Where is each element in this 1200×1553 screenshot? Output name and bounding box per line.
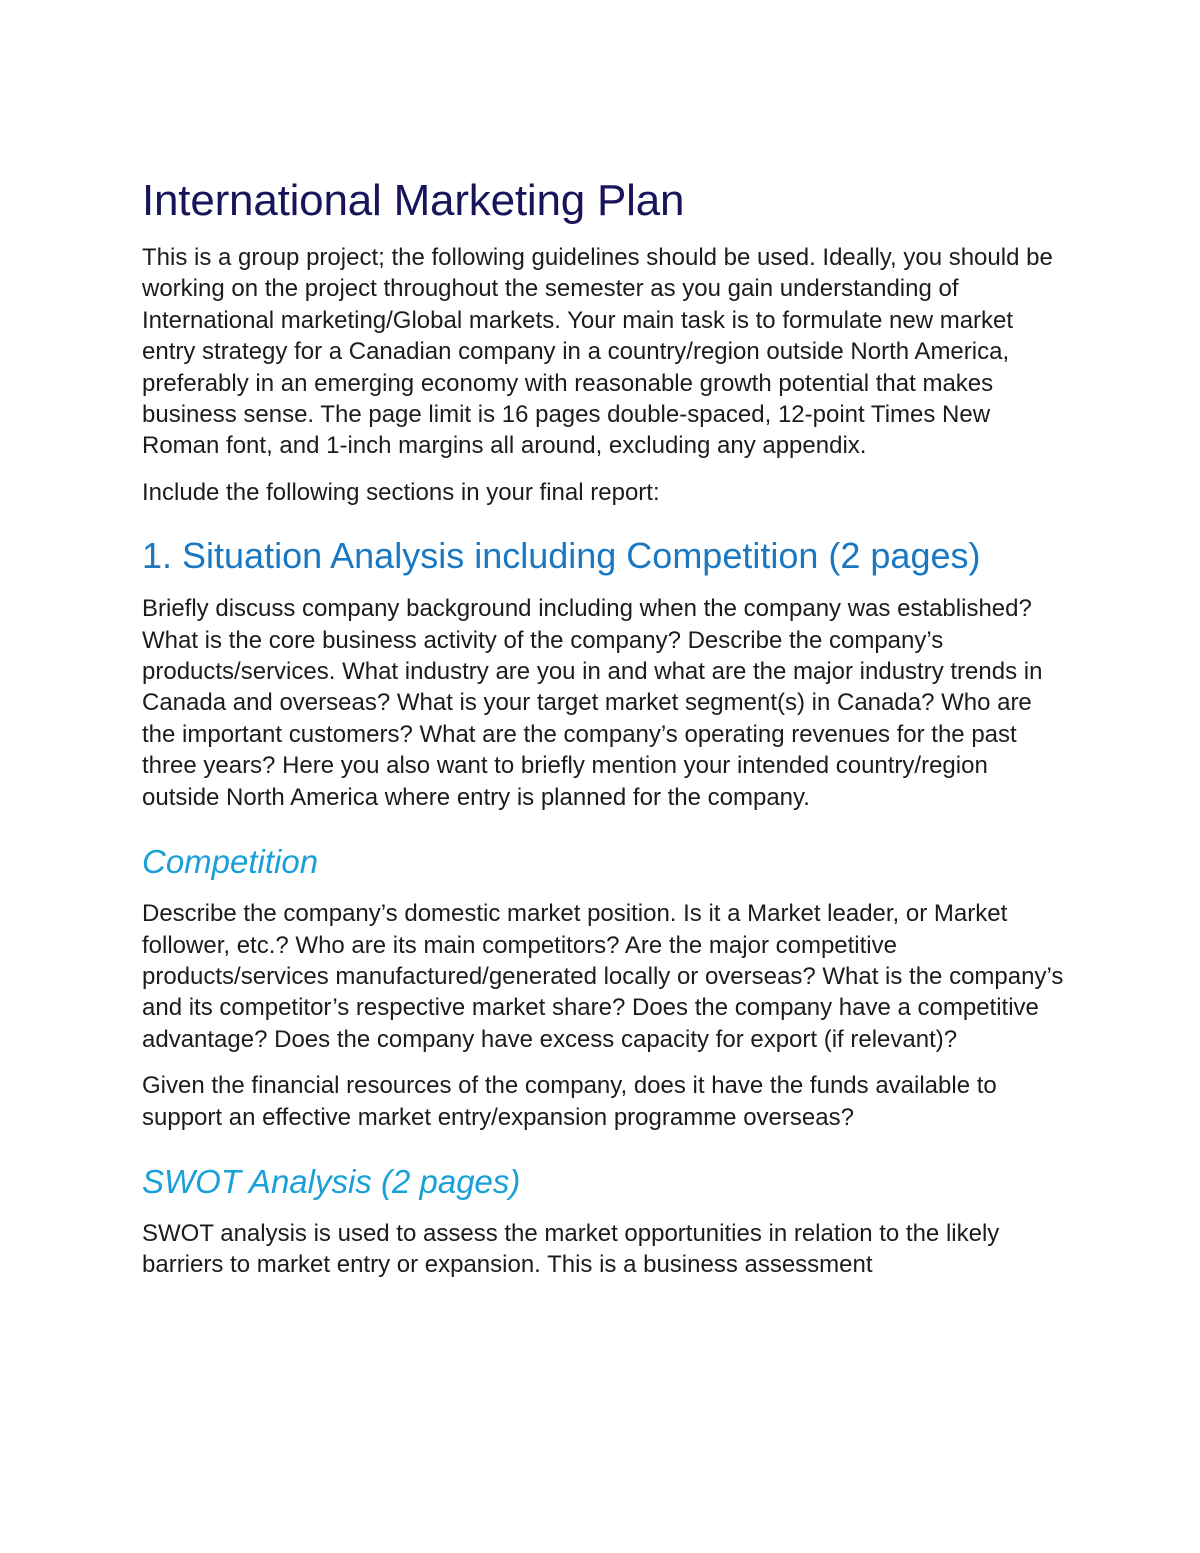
competition-paragraph-2: Given the financial resources of the company, does it have the funds available to support an effective market entry/expansion programme overseas? (142, 1072, 997, 1131)
document-title: International Marketing Plan (142, 176, 685, 225)
intro-paragraph: This is a group project; the following guidelines should be used. Ideally, you should be working on the project throughout the semester as you gain understanding of International marketing/Global markets. Your main task is to formulate new market entry strategy for a Canadian company in a country/region outside North America, preferably in an emerging economy with reasonable growth potential that makes business sense. The page limit is 16 pages double-spaced, 12-point Times New Roman font, and 1-inch margins all around, excluding any appendix. (142, 244, 1053, 460)
subheading-competition: Competition (142, 843, 319, 881)
section-heading-situation-analysis: 1. Situation Analysis including Competition (2 pages) (142, 535, 981, 577)
subheading-swot-analysis: SWOT Analysis (2 pages) (142, 1162, 521, 1200)
situation-analysis-paragraph: Briefly discuss company background including when the company was established? What is the core business activity of the company? Describe the company’s products/services. What industry are you in and what are the major industry trends in Canada and overseas? What is your target market segment(s) in Canada? Who are the important customers? What are the company’s operating revenues for the past three years? Here you also want to briefly mention your intended country/region outside North America where entry is planned for the company. (142, 595, 1043, 811)
document-body (142, 170, 1064, 1296)
sections-intro: Include the following sections in your final report: (142, 478, 660, 506)
swot-paragraph: SWOT analysis is used to assess the market opportunities in relation to the likely barriers to market entry or expansion. This is a business assessment (142, 1219, 1000, 1279)
competition-paragraph-1: Describe the company’s domestic market position. Is it a Market leader, or Market follower, etc.? Who are its main competitors? Are the major competitive products/services manufactured/generated locally or overseas? What is the company’s and its competitor’s respective market share? Does the company have a competitive advantage? Does the company have excess capacity for export (if relevant)? (142, 900, 1064, 1053)
